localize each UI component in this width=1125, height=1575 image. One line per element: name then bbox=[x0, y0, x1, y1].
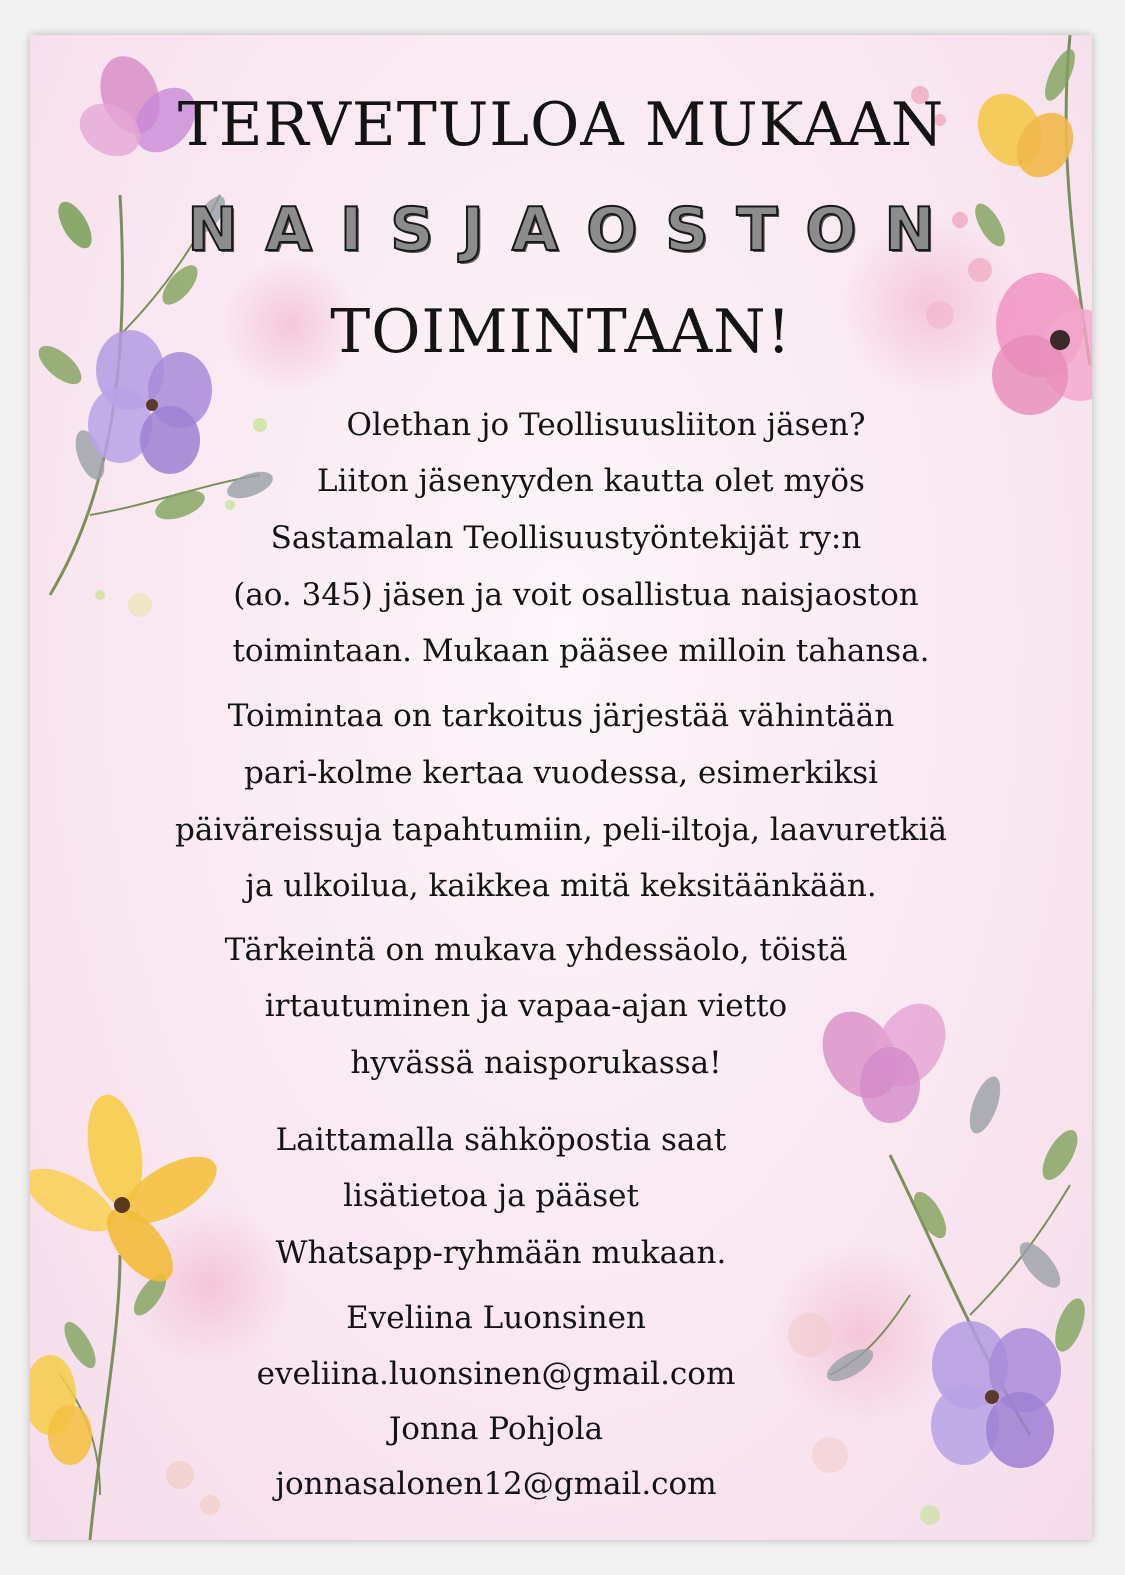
title-line-3: TOIMINTAAN! bbox=[330, 297, 792, 367]
paragraph-1-line-4: (ao. 345) jäsen ja voit osallistua naisjaoston bbox=[233, 577, 919, 613]
paragraph-2-line-1: Toimintaa on tarkoitus järjestää vähintään bbox=[227, 698, 895, 734]
paragraph-1-line-3: Sastamalan Teollisuustyöntekijät ry:n bbox=[270, 520, 862, 556]
paragraph-2-line-2: pari-kolme kertaa vuodessa, esimerkiksi bbox=[243, 755, 879, 791]
paragraph-1-line-5: toimintaan. Mukaan pääsee milloin tahansa. bbox=[232, 633, 930, 669]
contact-name: Jonna Pohjola bbox=[388, 1411, 604, 1447]
poster bbox=[30, 35, 1092, 1540]
paragraph-4-line-3: Whatsapp-ryhmään mukaan. bbox=[275, 1235, 727, 1271]
contact-email[interactable]: jonnasalonen12@gmail.com bbox=[275, 1466, 717, 1502]
paragraph-4-line-2: lisätietoa ja pääset bbox=[343, 1178, 639, 1214]
paragraph-1-line-2: Liiton jäsenyyden kautta olet myös bbox=[317, 463, 865, 499]
contact-name: Eveliina Luonsinen bbox=[346, 1300, 646, 1336]
title-line-1: TERVETULOA MUKAAN bbox=[177, 90, 945, 160]
paragraph-3-line-2: irtautuminen ja vapaa-ajan vietto bbox=[264, 988, 788, 1024]
title-line-2: NAISJAOSTON bbox=[187, 195, 963, 265]
paragraph-2-line-3: päiväreissuja tapahtumiin, peli-iltoja, laavuretkiä bbox=[174, 812, 947, 848]
paragraph-3-line-1: Tärkeintä on mukava yhdessäolo, töistä bbox=[224, 932, 848, 968]
paragraph-1-line-1: Olethan jo Teollisuusliiton jäsen? bbox=[346, 407, 866, 443]
contact-email[interactable]: eveliina.luonsinen@gmail.com bbox=[256, 1356, 736, 1392]
paragraph-4-line-1: Laittamalla sähköpostia saat bbox=[275, 1122, 727, 1158]
paragraph-3-line-3: hyvässä naisporukassa! bbox=[350, 1045, 722, 1081]
paragraph-2-line-4: ja ulkoilua, kaikkea mitä keksitäänkään. bbox=[245, 868, 877, 904]
